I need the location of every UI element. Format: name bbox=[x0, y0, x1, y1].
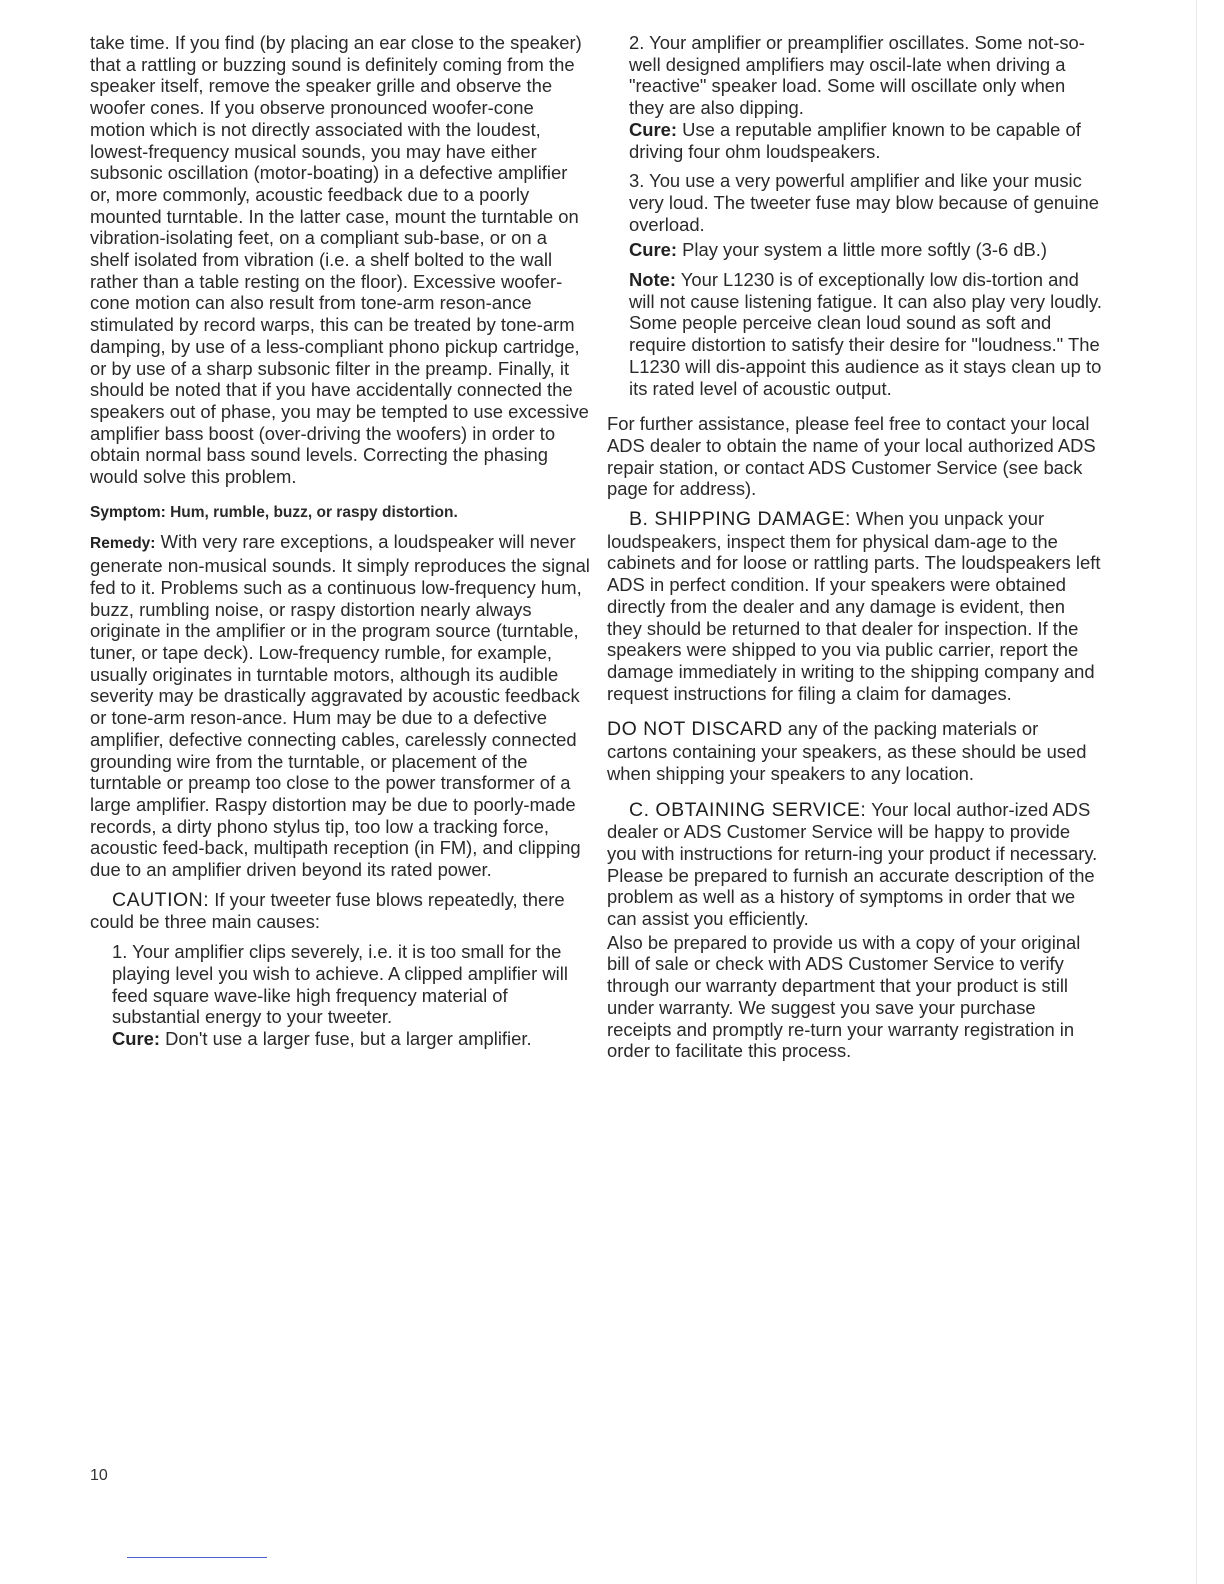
cause-2-cure bbox=[629, 119, 1103, 162]
cause-3-cure-label: Cure: bbox=[629, 239, 678, 261]
shipping-damage-label: B. SHIPPING DAMAGE: bbox=[629, 508, 851, 531]
discard-label: DO NOT DISCARD bbox=[607, 718, 783, 741]
symptom-line bbox=[90, 502, 590, 524]
warranty-paragraph: Also be prepared to provide us with a copy of your original bill of sale or check with ADS Customer Service to verify through our warranty department that your product is still under warranty. We suggest you save your purchase receipts and promptly re-turn your warranty registration in order to facilitate this process. bbox=[607, 931, 1081, 1062]
caution-label: CAUTION: bbox=[112, 888, 210, 911]
page-edge-line bbox=[1196, 0, 1197, 1584]
cause-2-cure-text: Use a reputable amplifier known to be capable of driving four ohm loudspeakers. bbox=[629, 118, 1081, 162]
cause-1-cure-label: Cure: bbox=[112, 1027, 161, 1049]
cause-3 bbox=[607, 170, 1103, 399]
obtaining-service-label: C. OBTAINING SERVICE: bbox=[629, 798, 867, 821]
symptom-text: Hum, rumble, buzz, or raspy distortion. bbox=[170, 503, 458, 521]
caution-text: If your tweeter fuse blows repeatedly, there could be three main causes: bbox=[90, 888, 565, 933]
page-number: 10 bbox=[90, 1467, 108, 1484]
shipping-damage-text: When you unpack your loudspeakers, inspect them for physical dam-age to the cabinets and for loose or rattling parts. The loudspeakers left ADS in perfect condition. If your speakers were obtained directly from the dealer and any damage is evident, then they should be returned to that dealer for inspection. If the speakers were shipped to you via public carrier, report the damage immediately in writing to the shipping company and request instructions for filing a claim for damages. bbox=[607, 508, 1101, 704]
shipping-damage-paragraph bbox=[607, 508, 1103, 704]
cause-2-cure-label: Cure: bbox=[629, 118, 678, 140]
left-column bbox=[90, 32, 590, 1058]
cause-2-text: 2. Your amplifier or preamplifier oscillates. Some not-so-well designed amplifiers may oscil-late when driving a "reactive" speaker load. Some will oscillate only when they are also dipping. bbox=[629, 32, 1085, 119]
remedy-text: With very rare exceptions, a loudspeaker will never generate non-musical sounds. It simply reproduces the signal fed to it. Problems such as a continuous low-frequency hum, buzz, rumbling noise, or raspy distortion nearly always originate in the amplifier or in the program source (turntable, tuner, or tape deck). Low-frequency rumble, for example, usually originates in turntable motors, although its audible severity may be drastically aggravated by acoustic feedback or tone-arm reson-ance. Hum may be due to a defective amplifier, defective connecting cables, carelessly connected grounding wire from the turntable, or placement of the turntable or preamp too close to the power transformer of a large amplifier. Raspy distortion may be due to poorly-made records, a dirty phono stylus tip, too low a tracking force, acoustic feed-back, multipath reception (in FM), and clipping due to an amplifier driven beyond its rated power. bbox=[90, 531, 590, 881]
obtaining-service-paragraph bbox=[607, 799, 1103, 930]
cause-3-text: 3. You use a very powerful amplifier and like your music very loud. The tweeter fuse may blow because of genuine overload. bbox=[629, 170, 1099, 235]
symptom-label: Symptom: bbox=[90, 503, 166, 521]
right-column bbox=[607, 32, 1103, 1070]
footer-rule bbox=[127, 1557, 267, 1558]
discard-text: any of the packing materials or cartons containing your speakers, as these should be used when shipping your speakers to any location. bbox=[607, 718, 1087, 784]
cause-2 bbox=[607, 32, 1103, 162]
note-text: Your L1230 is of exceptionally low dis-tortion and will not cause listening fatigue. It can also play very loudly. Some people perceive clean loud sound as soft and require distortion to satisfy their desire for "loudness." The L1230 will dis-appoint this audience as it stays clean up to its rated level of acoustic output. bbox=[629, 269, 1102, 399]
note-label: Note: bbox=[629, 269, 676, 291]
cause-1-text: 1. Your amplifier clips severely, i.e. it is too small for the playing level you wish to achieve. A clipped amplifier will feed square wave-like high frequency material of substantial energy to your tweeter. bbox=[112, 941, 568, 1028]
cause-3-cure bbox=[629, 239, 1103, 261]
remedy-paragraph bbox=[90, 531, 590, 880]
cause-1 bbox=[90, 941, 590, 1050]
cause-3-cure-text: Play your system a little more softly (3-6 dB.) bbox=[682, 239, 1048, 261]
caution-paragraph bbox=[90, 889, 590, 933]
discard-paragraph bbox=[607, 718, 1103, 784]
intro-paragraph: take time. If you find (by placing an ear close to the speaker) that a rattling or buzzing sound is definitely coming from the speaker itself, remove the speaker grille and observe the woofer cones. If you observe pronounced woofer-cone motion which is not directly associated with the loudest, lowest-frequency musical sounds, you may have either subsonic oscillation (motor-boating) in a defective amplifier or, more commonly, acoustic feedback due to a poorly mounted turntable. In the latter case, mount the turntable on vibration-isolating feet, on a compliant sub-base, or on a shelf isolated from vibration (i.e. a shelf bolted to the wall rather than a table resting on the floor). Excessive woofer-cone motion can also result from tone-arm reson-ance stimulated by record warps, this can be treated by tone-arm damping, by use of a less-compliant phono pickup cartridge, or by use of a sharp subsonic filter in the preamp. Finally, it should be noted that if you have accidentally connected the speakers out of phase, you may be tempted to use excessive amplifier bass boost (over-driving the woofers) in order to obtain normal bass sound levels. Correcting the phasing would solve this problem. bbox=[90, 32, 589, 488]
cause-1-cure-text: Don't use a larger fuse, but a larger amplifier. bbox=[165, 1027, 532, 1049]
note-paragraph bbox=[629, 269, 1103, 399]
assistance-paragraph: For further assistance, please feel free to contact your local ADS dealer to obtain the name of your local authorized ADS repair station, or contact ADS Customer Service (see back page for address). bbox=[607, 413, 1096, 500]
remedy-label: Remedy: bbox=[90, 535, 156, 553]
cause-1-cure bbox=[112, 1028, 590, 1050]
obtaining-service-text: Your local author-ized ADS dealer or ADS Customer Service will be happy to provide you with instructions for return-ing your product if necessary. Please be prepared to furnish an accurate description of the problem as well as a history of symptoms in order that we can assist you efficiently. bbox=[607, 798, 1098, 930]
